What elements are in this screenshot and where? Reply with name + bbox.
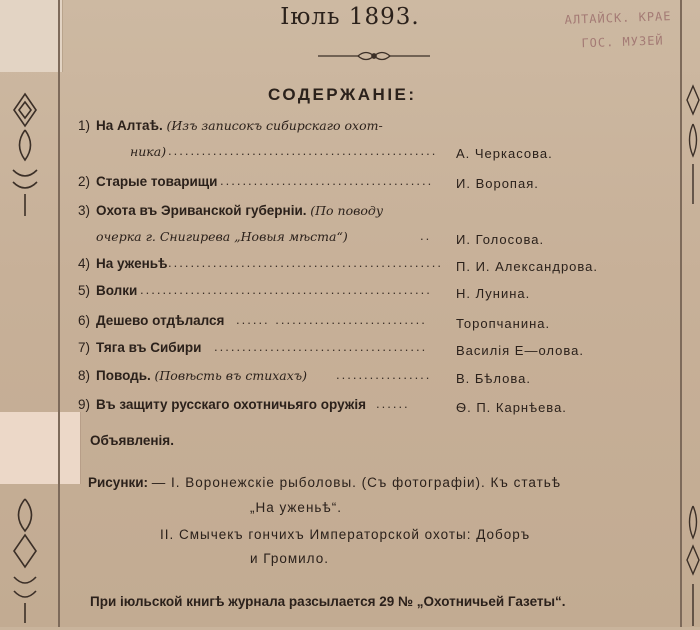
leader-dots: ...................................... — [220, 173, 434, 188]
ornament-left-top-icon — [8, 90, 42, 220]
leader-dots: ................. — [336, 367, 432, 382]
contents-item-4: 4) На уженьѣ — [77, 256, 168, 271]
footer-note: При іюльской книгѣ журнала разсылается 29 № „Охотничьей Газеты“. — [90, 594, 566, 609]
leader-dots: .. — [420, 228, 432, 243]
author-4: П. И. Александрова. — [456, 259, 599, 274]
title-divider-ornament-icon — [318, 48, 430, 64]
illustrations-line-4: и Громило. — [250, 551, 329, 566]
leader-dots: ................................................. — [168, 255, 443, 270]
contents-item-7: 7) Тяга въ Сибири — [77, 340, 202, 355]
contents-heading: СОДЕРЖАНІЕ: — [268, 85, 417, 104]
issue-title: Іюль 1893. — [280, 4, 420, 30]
leader-dots: ................................................ — [168, 143, 438, 158]
contents-item-9: 9) Въ защиту русскаго охотничьяго оружія — [77, 397, 366, 412]
contents-item-1: 1) На Алтаѣ. (Изъ записокъ сибирскаго охот- — [77, 118, 383, 133]
author-6: Торопчанина. — [456, 316, 551, 331]
leader-dots: ...... ........................... — [236, 312, 427, 327]
leader-dots: ...................................... — [214, 339, 428, 354]
illustrations-line-1: Рисунки: — І. Воронежскіе рыболовы. (Съ фотографіи). Къ статьѣ — [88, 475, 562, 490]
border-line-right — [680, 0, 682, 627]
museum-stamp: АЛТАЙСК. КРАЕ ГОС. МУЗЕЙ — [564, 9, 672, 51]
contents-item-6: 6) Дешево отдѣлался — [77, 313, 225, 328]
author-8: В. Бѣлова. — [456, 371, 531, 386]
author-2: И. Воропая. — [456, 176, 539, 191]
author-7: Василія Е—олова. — [456, 343, 584, 358]
ornament-left-bottom-icon — [8, 495, 42, 625]
contents-item-3: 3) Охота въ Эриванской губерніи. (По поводу — [77, 203, 384, 218]
author-3: И. Голосова. — [456, 232, 545, 247]
leader-dots: ...... — [376, 396, 410, 411]
author-9: Ѳ. П. Карнѣева. — [456, 400, 567, 415]
contents-item-1-cont: ника) — [130, 144, 167, 159]
illustrations-line-2: „На уженьѣ“. — [250, 500, 342, 515]
leader-dots: .................................................... — [140, 282, 432, 297]
ads-label: Объявленія. — [90, 433, 174, 448]
illustrations-line-3: II. Смычекъ гончихъ Императорской охоты: Доборъ — [160, 527, 531, 542]
contents-item-5: 5) Волки — [77, 283, 138, 298]
author-1: А. Черкасова. — [456, 146, 553, 161]
contents-item-3-cont: очерка г. Снигирева „Новыя мѣста“) — [96, 229, 348, 244]
ornament-right-bottom-icon — [686, 500, 700, 630]
contents-item-8: 8) Поводь. (Повѣсть въ стихахъ) — [77, 368, 308, 383]
paper-tape-left — [0, 412, 81, 484]
ornament-right-top-icon — [686, 80, 700, 210]
contents-item-2: 2) Старые товарищи — [77, 174, 218, 189]
author-5: Н. Лунина. — [456, 286, 531, 301]
